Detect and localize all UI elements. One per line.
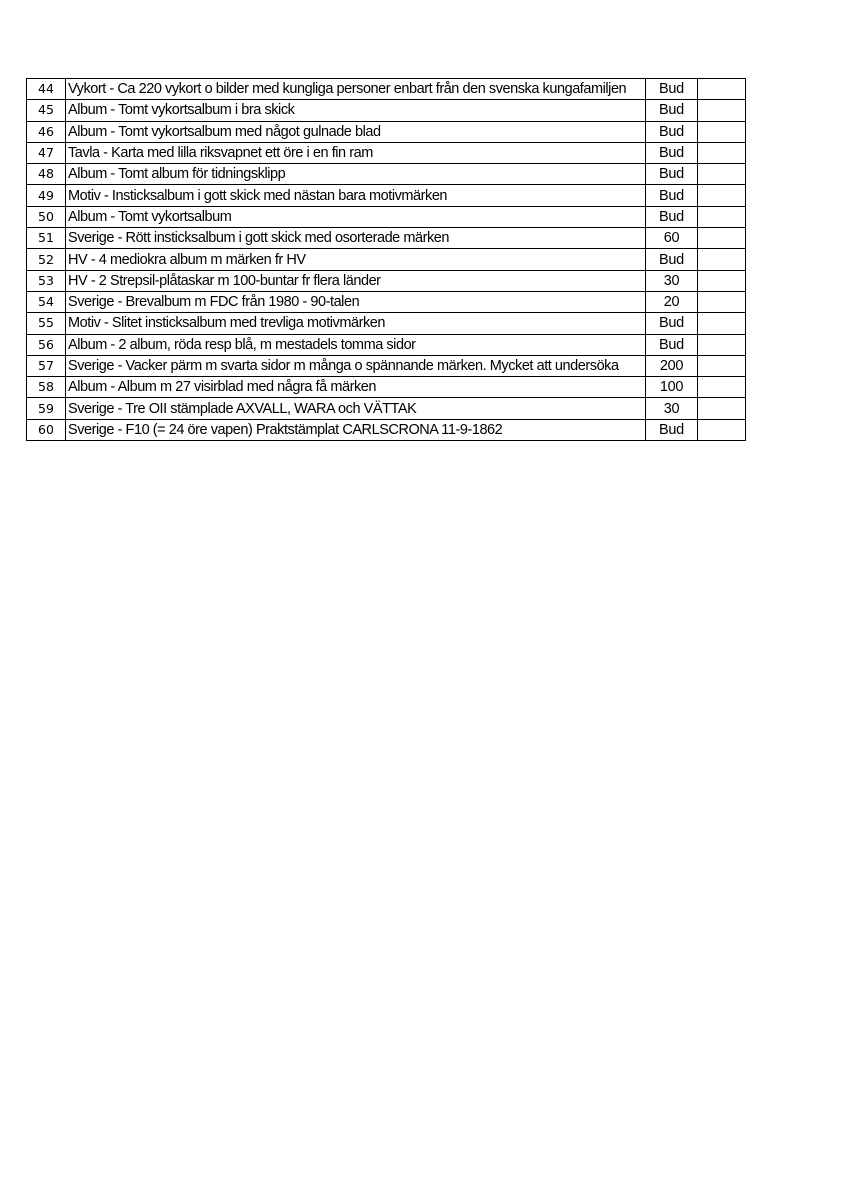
lot-number: 58 <box>27 377 66 398</box>
lot-price: Bud <box>646 249 698 270</box>
table-row <box>27 249 746 270</box>
table-row <box>27 377 746 398</box>
lot-price: Bud <box>646 100 698 121</box>
table-row <box>27 334 746 355</box>
lot-number: 47 <box>27 142 66 163</box>
lot-price: Bud <box>646 142 698 163</box>
lot-description: HV - 4 mediokra album m märken fr HV <box>66 249 646 270</box>
table-row <box>27 355 746 376</box>
lot-price: 20 <box>646 291 698 312</box>
lot-price: Bud <box>646 419 698 440</box>
lot-number: 59 <box>27 398 66 419</box>
lot-number: 60 <box>27 419 66 440</box>
lot-price: 60 <box>646 228 698 249</box>
table-row <box>27 164 746 185</box>
lot-bid-cell <box>698 185 746 206</box>
table-row <box>27 228 746 249</box>
lot-bid-cell <box>698 249 746 270</box>
lot-description: HV - 2 Strepsil-plåtaskar m 100-buntar fr flera länder <box>66 270 646 291</box>
lot-number: 54 <box>27 291 66 312</box>
lot-description: Sverige - F10 (= 24 öre vapen) Praktstämplat CARLSCRONA 11-9-1862 <box>66 419 646 440</box>
lot-bid-cell <box>698 206 746 227</box>
lot-price: 200 <box>646 355 698 376</box>
lot-price: Bud <box>646 164 698 185</box>
lot-price: Bud <box>646 185 698 206</box>
table-row <box>27 142 746 163</box>
lot-description: Motiv - Slitet insticksalbum med trevliga motivmärken <box>66 313 646 334</box>
lot-bid-cell <box>698 398 746 419</box>
table-row <box>27 121 746 142</box>
lot-bid-cell <box>698 419 746 440</box>
lot-table-body <box>27 79 746 441</box>
lot-bid-cell <box>698 79 746 100</box>
lot-price: 100 <box>646 377 698 398</box>
lot-bid-cell <box>698 164 746 185</box>
table-row <box>27 270 746 291</box>
table-row <box>27 398 746 419</box>
lot-number: 56 <box>27 334 66 355</box>
lot-description: Sverige - Vacker pärm m svarta sidor m många o spännande märken. Mycket att undersöka <box>66 355 646 376</box>
lot-description: Album - Tomt vykortsalbum <box>66 206 646 227</box>
lot-number: 57 <box>27 355 66 376</box>
lot-price: Bud <box>646 206 698 227</box>
lot-number: 46 <box>27 121 66 142</box>
lot-price: Bud <box>646 79 698 100</box>
lot-bid-cell <box>698 121 746 142</box>
lot-price: Bud <box>646 313 698 334</box>
lot-bid-cell <box>698 377 746 398</box>
lot-description: Album - 2 album, röda resp blå, m mestadels tomma sidor <box>66 334 646 355</box>
lot-number: 50 <box>27 206 66 227</box>
lot-description: Album - Tomt vykortsalbum i bra skick <box>66 100 646 121</box>
lot-description: Album - Tomt album för tidningsklipp <box>66 164 646 185</box>
lot-bid-cell <box>698 355 746 376</box>
lot-price: Bud <box>646 334 698 355</box>
lot-number: 44 <box>27 79 66 100</box>
lot-price: Bud <box>646 121 698 142</box>
table-row <box>27 100 746 121</box>
lot-description: Motiv - Insticksalbum i gott skick med nästan bara motivmärken <box>66 185 646 206</box>
table-row <box>27 419 746 440</box>
lot-description: Sverige - Tre OII stämplade AXVALL, WARA och VÄTTAK <box>66 398 646 419</box>
lot-description: Sverige - Rött insticksalbum i gott skick med osorterade märken <box>66 228 646 249</box>
lot-description: Sverige - Brevalbum m FDC från 1980 - 90-talen <box>66 291 646 312</box>
lot-price: 30 <box>646 270 698 291</box>
table-row <box>27 291 746 312</box>
lot-bid-cell <box>698 228 746 249</box>
lot-number: 55 <box>27 313 66 334</box>
lot-number: 53 <box>27 270 66 291</box>
table-row <box>27 79 746 100</box>
lot-bid-cell <box>698 334 746 355</box>
lot-bid-cell <box>698 313 746 334</box>
lot-number: 49 <box>27 185 66 206</box>
lot-bid-cell <box>698 270 746 291</box>
lot-number: 45 <box>27 100 66 121</box>
table-row <box>27 206 746 227</box>
lot-table <box>26 78 746 441</box>
lot-bid-cell <box>698 142 746 163</box>
lot-description: Album - Tomt vykortsalbum med något gulnade blad <box>66 121 646 142</box>
lot-bid-cell <box>698 291 746 312</box>
lot-price: 30 <box>646 398 698 419</box>
table-row <box>27 185 746 206</box>
lot-bid-cell <box>698 100 746 121</box>
lot-number: 48 <box>27 164 66 185</box>
lot-description: Tavla - Karta med lilla riksvapnet ett öre i en fin ram <box>66 142 646 163</box>
lot-number: 52 <box>27 249 66 270</box>
lot-description: Album - Album m 27 visirblad med några få märken <box>66 377 646 398</box>
table-row <box>27 313 746 334</box>
lot-description: Vykort - Ca 220 vykort o bilder med kungliga personer enbart från den svenska kungafamiljen <box>66 79 646 100</box>
lot-number: 51 <box>27 228 66 249</box>
